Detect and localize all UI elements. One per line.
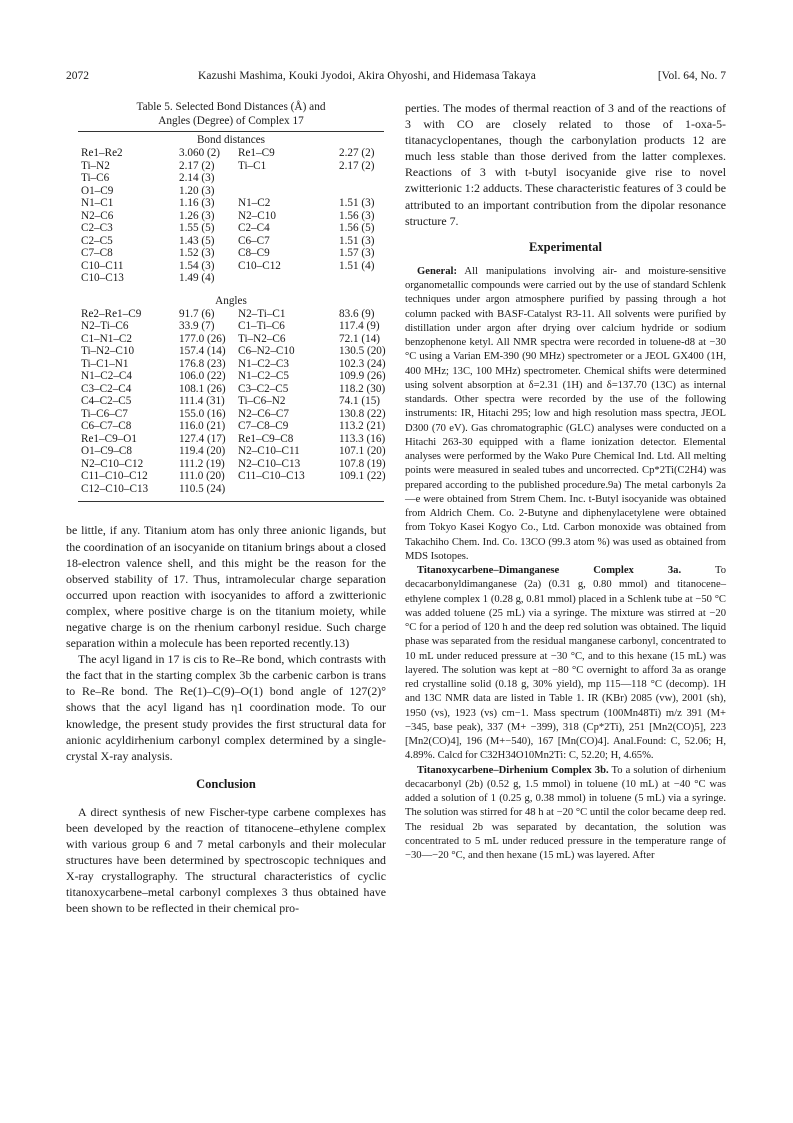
table-cell: 110.5 (24): [179, 482, 226, 495]
table-cell: 1.56 (5): [339, 222, 375, 235]
angles-header: Angles: [215, 294, 247, 307]
table-cell: C7–C8: [81, 247, 113, 260]
distance-row: [78, 235, 384, 248]
angle-row: [78, 358, 384, 371]
table-cell: 177.0 (26): [179, 332, 226, 345]
table-cell: 111.2 (19): [179, 457, 225, 470]
table-caption-line1: Table 5. Selected Bond Distances (Å) and: [136, 101, 326, 113]
table-cell: 102.3 (24): [339, 357, 386, 370]
table-cell: Re1–C9: [238, 147, 275, 160]
left-paragraph-2: The acyl ligand in 17 is cis to Re–Re bond, which contrasts with the fact that in the starting complex 3b the carbenic carbon is trans to Re–Re bond. The Re(1)–C(9)–O(1) bond angle of 127(2)° shows that the acyl ligand has η1 coordination mode. To our knowledge, the present study provides the first structural data for anionic acyldirhenium carbonyl complex determined by a single-crystal X-ray analysis.: [66, 652, 386, 763]
table-cell: N2–C6: [81, 209, 114, 222]
table-cell: Ti–C6–C7: [81, 407, 128, 420]
table-cell: N1–C2: [238, 197, 271, 210]
table-cell: 109.9 (26): [339, 370, 386, 383]
table-cell: C7–C8–C9: [238, 420, 289, 433]
table-cell: 1.43 (5): [179, 234, 215, 247]
table-cell: 119.4 (20): [179, 445, 226, 458]
table-top-rule: [78, 131, 384, 132]
distance-row: [78, 247, 384, 260]
distances-header: Bond distances: [196, 134, 266, 146]
table-cell: 74.1 (15): [339, 395, 381, 408]
table-cell: 1.49 (4): [179, 272, 215, 285]
table-cell: 3.060 (2): [179, 147, 221, 160]
distance-row: [78, 197, 384, 210]
table-cell: C12–C10–C13: [81, 482, 149, 495]
table-cell: 33.9 (7): [179, 320, 215, 333]
general-body: All manipulations involving air- and moisture-sensitive organometallic compounds were carried out by the use of standard Schlenk techniques under argon atmosphere purified by passing through a hot column packed with BASF-Catalyst R3-11. All solvents were purified by distillation under argon after drying over calcium hydride or sodium benzophenone ketyl. All NMR spectra were recorded in toluene-d8 at −30 °C using a Varian EM-390 (90 MHz) spectrometer or a JEOL GX400 (1H, 400 MHz; 13C, 100 MHz) spectrometer. Chemical shifts were determined using solvent absorption at δ=2.31 (1H) and δ=137.70 (13C) as internal standards. Other spectra were recorded by the use of the following instruments: IR, Hitachi 295; low and high resolution mass spectra, JEOL D300 (70 eV). Gas chromatographic (GLC) analyses were conducted on a Hitachi 263-30 equipped with a flame ionization detector. Elemental analyses were performed by the Wako Pure Chemical Ind. Ltd. All melting points were measured in sealed tubes and uncorrected. Cp*2Ti(C2H4) was prepared according to the published procedure.9a) The metal carbonyls 2a—e were obtained from Strem Chem. Inc. t-Butyl isocyanide was obtained from Aldrich Chem. Co. 2-Butyne and diphenylacetylene were obtained from Tokyo Kasei Kogyo Co., Ltd. Carbon monoxide was obtained from Takachiho Chem. Ind. Co. 13CO (99.3 atom %) was used as obtained from MDS Isotopes.: [405, 265, 726, 562]
table-cell: 1.51 (3): [339, 234, 375, 247]
table-cell: Ti–C1–N1: [81, 357, 129, 370]
table-cell: 1.20 (3): [179, 184, 215, 197]
table-cell: Ti–C6: [81, 172, 110, 185]
table-cell: 113.2 (21): [339, 420, 386, 433]
table-cell: 1.57 (3): [339, 247, 375, 260]
table-cell: C1–Ti–C6: [238, 320, 285, 333]
angle-row: [78, 395, 384, 408]
angle-row: [78, 345, 384, 358]
distance-row: [78, 160, 384, 173]
table-cell: C4–C2–C5: [81, 395, 132, 408]
table-cell: 130.8 (22): [339, 407, 386, 420]
table-cell: N2–Ti–C6: [81, 320, 129, 333]
table-cell: 1.55 (5): [179, 222, 215, 235]
table-cell: 2.17 (2): [339, 159, 375, 172]
table-cell: 2.17 (2): [179, 159, 215, 172]
distance-row: [78, 185, 384, 198]
conclusion-heading: Conclusion: [196, 776, 256, 791]
table-cell: 176.8 (23): [179, 357, 226, 370]
table-cell: Re1–C9–C8: [238, 432, 294, 445]
table-cell: 1.52 (3): [179, 247, 215, 260]
complex-3b-label: Titanoxycarbene–Dirhenium Complex 3b.: [417, 764, 609, 776]
left-column: [66, 100, 386, 917]
table-cell: C11–C10–C13: [238, 470, 305, 483]
table-cell: C3–C2–C5: [238, 382, 289, 395]
table-cell: N1–C2–C4: [81, 370, 132, 383]
table-cell: N1–C2–C5: [238, 370, 289, 383]
table-cell: C3–C2–C4: [81, 382, 132, 395]
table-cell: 1.54 (3): [179, 259, 215, 272]
table-cell: 83.6 (9): [339, 307, 375, 320]
complex-3b-body: To a solution of dirhenium decacarbonyl (2b) (0.52 g, 1.5 mmol) in toluene (10 mL) at −40 °C was added a solution of 1 (0.25 g, 0.38 mmol) in toluene (5 mL) via a syringe. The solution was stirred for 48 h at −20 °C until the color became deep red. The residual 2b was separated by decantation, the solution was concentrated to 5 mL under reduced pressure in the temperature range of −30—−20 °C, and then hexane (15 mL) was layered. After: [405, 764, 726, 862]
table-cell: C6–C7: [238, 234, 270, 247]
table-cell: C1–N1–C2: [81, 332, 132, 345]
distance-row: [78, 222, 384, 235]
table-cell: Re2–Re1–C9: [81, 307, 142, 320]
journal-volume: [Vol. 64, No. 7: [657, 70, 726, 82]
experimental-heading: Experimental: [529, 239, 602, 254]
table-cell: 117.4 (9): [339, 320, 380, 333]
table-cell: Re1–Re2: [81, 147, 123, 160]
bond-table: [78, 134, 384, 495]
table-cell: 107.8 (19): [339, 457, 386, 470]
running-authors: Kazushi Mashima, Kouki Jyodoi, Akira Ohyoshi, and Hidemasa Takaya: [198, 70, 536, 82]
table-cell: Ti–C6–N2: [238, 395, 286, 408]
distance-row: [78, 172, 384, 185]
table-cell: C8–C9: [238, 247, 270, 260]
table-cell: C2–C5: [81, 234, 113, 247]
general-label: General:: [417, 265, 458, 277]
angle-row: [78, 470, 384, 483]
table-cell: N2–Ti–C1: [238, 307, 286, 320]
angle-row: [78, 445, 384, 458]
table-cell: N2–C10–C12: [81, 457, 144, 470]
angles-rows: [78, 308, 384, 496]
table-cell: 116.0 (21): [179, 420, 226, 433]
table-cell: C10–C12: [238, 259, 281, 272]
table-cell: C6–N2–C10: [238, 345, 295, 358]
right-column: [405, 100, 726, 863]
angle-row: [78, 420, 384, 433]
general-paragraph: [405, 265, 726, 564]
complex-3a-label: Titanoxycarbene–Dimanganese Complex 3a.: [417, 565, 682, 577]
table-cell: Re1–C9–O1: [81, 432, 137, 445]
table-cell: N1–C1: [81, 197, 114, 210]
left-paragraph-1: be little, if any. Titanium atom has only three anionic ligands, but the coordination of an isocyanide on titanium brings about a closed 18-electron valence shell, and this might be the reason for the observed stability of 17. Thus, intramolecular charge separation occurred upon reaction with isocyanides to afford a zwitterionic complex, where positive charge is on the titanium moiety, while negative charge is on the rhenium carbonyl residue. Such charge separation within a molecule has been reported recently.13): [66, 523, 386, 651]
table-cell: 1.56 (3): [339, 209, 375, 222]
angle-row: [78, 333, 384, 346]
table-cell: 109.1 (22): [339, 470, 386, 483]
table-cell: N1–C2–C3: [238, 357, 289, 370]
conclusion-paragraph: A direct synthesis of new Fischer-type carbene complexes has been developed by the reaction of titanocene–ethylene complex with various group 6 and 7 metal carbonyls and their molecular structures have been determined by spectroscopic techniques and X-ray crystallography. The structural characteristics of cyclic titanoxycarbene–metal carbonyl complexes 3 thus obtained have been shown to be reflected in their chemical pro-: [66, 804, 386, 916]
angle-row: [78, 308, 384, 321]
table-cell: Ti–C1: [238, 159, 267, 172]
angle-row: [78, 408, 384, 421]
table-cell: 157.4 (14): [179, 345, 226, 358]
complex-3a-body: To decacarbonyldimanganese (2a) (0.31 g, 0.80 mmol) and titanocene–ethylene complex 1 (0.28 g, 0.81 mmol) placed in a Schlenk tube at −50 °C was added toluene (25 mL) via a syringe. The mixture was stirred at −20 °C for a period of 120 h and the deep red solution was obtained. The liquid phase was separated from the residual manganese carbonyl, concentrated to 10 mL under reduced pressure at −30 °C, and to this hexane (15 mL) was layered. The solution was kept at −80 °C overnight to afford 3a as orange red crystalline solid (0.18 g, 30% yield), mp 115—118 °C (decomp). 1H and 13C NMR data are listed in Table 1. IR (KBr) 2085 (vw), 2001 (sh), 1950 (vs), 1923 (vs) cm−1. Mass spectrum (100Mn48Ti) m/z 391 (M+−345, base peak), 337 (M+ −399), 318 (Cp*2Ti), 251 [Mn2(CO)5], 223 [Mn2(CO)4], 196 (M+−540), 167 [Mn(CO)4]. Anal.Found: C, 52.06; H, 4.89%. Calcd for C32H34O10Mn2Ti: C, 52.20; H, 4.65%.: [405, 565, 726, 762]
angle-row: [78, 458, 384, 471]
distance-row: [78, 272, 384, 285]
table-cell: C10–C11: [81, 259, 124, 272]
table-cell: 2.27 (2): [339, 147, 375, 160]
table-caption-line2: Angles (Degree) of Complex 17: [158, 115, 304, 127]
table-cell: 108.1 (26): [179, 382, 226, 395]
table-cell: O1–C9: [81, 184, 114, 197]
angle-row: [78, 383, 384, 396]
table-cell: 91.7 (6): [179, 307, 215, 320]
table-cell: 2.14 (3): [179, 172, 215, 185]
table-cell: Ti–N2–C10: [81, 345, 135, 358]
table-cell: 118.2 (30): [339, 382, 386, 395]
table-cell: 130.5 (20): [339, 345, 386, 358]
table-caption: [76, 100, 386, 128]
right-paragraph-1: perties. The modes of thermal reaction of 3 and of the reactions of 3 with CO are closely related to those of 1-oxa-5-titanacyclopentanes, though the carbonylation products 12 are much less stable than those derived from the latter complexes. Reactions of 3 with t-butyl isocyanide give rise to novel zwitterionic 1:2 adducts. These characteristic features of 3 could be attributed to an important contribution from the dipolar resonance structure 7.: [405, 101, 726, 228]
table-cell: 1.16 (3): [179, 197, 215, 210]
table-cell: C11–C10–C12: [81, 470, 148, 483]
table-cell: N2–C6–C7: [238, 407, 289, 420]
table-cell: N2–C10: [238, 209, 276, 222]
distances-rows: [78, 147, 384, 285]
table-cell: 113.3 (16): [339, 432, 386, 445]
table-cell: 155.0 (16): [179, 407, 226, 420]
table-cell: 1.26 (3): [179, 209, 215, 222]
table-cell: Ti–N2: [81, 159, 110, 172]
distance-row: [78, 210, 384, 223]
complex-3b-paragraph: [405, 764, 726, 864]
angle-row: [78, 370, 384, 383]
table-cell: N2–C10–C13: [238, 457, 301, 470]
table-cell: Ti–N2–C6: [238, 332, 286, 345]
table-cell: 72.1 (14): [339, 332, 381, 345]
angle-row: [78, 433, 384, 446]
table-cell: N2–C10–C11: [238, 445, 300, 458]
table-cell: 106.0 (22): [179, 370, 226, 383]
table-cell: C6–C7–C8: [81, 420, 132, 433]
distance-row: [78, 147, 384, 160]
table-cell: C2–C4: [238, 222, 270, 235]
complex-3a-paragraph: [405, 564, 726, 764]
page-number: 2072: [66, 70, 89, 82]
table-cell: 111.0 (20): [179, 470, 225, 483]
table-cell: 1.51 (3): [339, 197, 375, 210]
table-cell: C2–C3: [81, 222, 113, 235]
angle-row: [78, 483, 384, 496]
table-cell: O1–C9–C8: [81, 445, 132, 458]
table-cell: C10–C13: [81, 272, 124, 285]
table-cell: 111.4 (31): [179, 395, 225, 408]
running-header: [66, 70, 726, 86]
table-cell: 1.51 (4): [339, 259, 375, 272]
table-cell: 107.1 (20): [339, 445, 386, 458]
angle-row: [78, 320, 384, 333]
distance-row: [78, 260, 384, 273]
table-cell: 127.4 (17): [179, 432, 226, 445]
